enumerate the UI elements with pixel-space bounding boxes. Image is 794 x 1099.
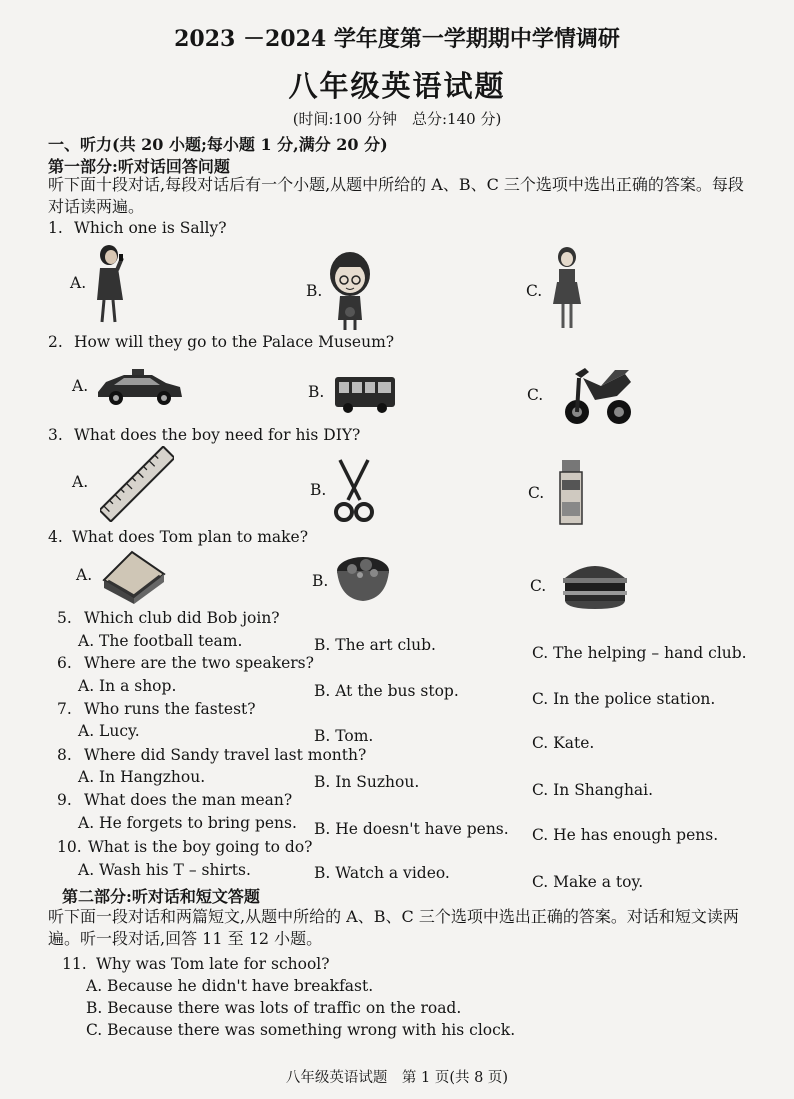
motorbike-icon bbox=[555, 360, 637, 428]
option-b: B. Because there was lots of traffic on the road. bbox=[86, 999, 462, 1017]
option-label: B. bbox=[310, 481, 327, 499]
girl-phone-icon bbox=[92, 242, 130, 326]
question-number: 8. bbox=[57, 746, 72, 764]
option-c: C. Kate. bbox=[532, 734, 595, 752]
option-a: A. Wash his T – shirts. bbox=[78, 861, 251, 879]
question-number: 2. bbox=[48, 333, 63, 351]
girl-standing-icon bbox=[550, 246, 584, 332]
question-text: Which one is Sally? bbox=[74, 219, 227, 237]
hamburger-icon bbox=[559, 560, 631, 610]
option-label: C. bbox=[526, 282, 543, 300]
option-c: C. Make a toy. bbox=[532, 873, 644, 891]
question-number: 9. bbox=[57, 791, 72, 809]
part2-instructions: 听下面一段对话和两篇短文,从题中所给的 A、B、C 三个选项中选出正确的答案。对话和短文读两遍。听一段对话,回答 11 至 12 小题。 bbox=[48, 907, 739, 948]
option-label: B. bbox=[308, 383, 325, 401]
question-text: Which club did Bob join? bbox=[84, 609, 280, 627]
page-footer: 八年级英语试题 第 1 页(共 8 页) bbox=[285, 1070, 509, 1086]
question-text: What does the boy need for his DIY? bbox=[74, 426, 361, 444]
question-text: Why was Tom late for school? bbox=[96, 955, 330, 973]
option-label: A. bbox=[72, 473, 89, 491]
part2-title: 第二部分:听对话和短文答题 bbox=[62, 887, 260, 906]
part1-instructions: 听下面十段对话,每段对话后有一个小题,从题中所给的 A、B、C 三个选项中选出正确的答案。每段对话读两遍。 bbox=[48, 175, 744, 216]
exam-header: 2023 －2024 学年度第一学期期中学情调研 bbox=[174, 26, 620, 52]
option-label: C. bbox=[530, 577, 547, 595]
option-b: B. The art club. bbox=[314, 636, 436, 654]
question-number: 11. bbox=[62, 955, 87, 973]
salad-bowl-icon bbox=[334, 551, 392, 605]
taxi-icon bbox=[94, 366, 184, 408]
question-number: 4. bbox=[48, 528, 63, 546]
option-label: A. bbox=[76, 566, 93, 584]
option-c: C. The helping – hand club. bbox=[532, 644, 747, 662]
option-b: B. Watch a video. bbox=[314, 864, 450, 882]
option-a: A. Because he didn't have breakfast. bbox=[86, 977, 374, 995]
option-label: A. bbox=[72, 377, 89, 395]
option-c: C. In Shanghai. bbox=[532, 781, 654, 799]
question-text: What does the man mean? bbox=[84, 791, 293, 809]
glue-stick-icon bbox=[558, 458, 584, 526]
question-number: 10. bbox=[57, 838, 82, 856]
option-a: A. The football team. bbox=[78, 632, 243, 650]
section-title: 一、听力(共 20 小题;每小题 1 分,满分 20 分) bbox=[48, 135, 388, 154]
question-text: Where are the two speakers? bbox=[84, 654, 314, 672]
option-b: B. Tom. bbox=[314, 727, 374, 745]
question-text: What does Tom plan to make? bbox=[72, 528, 309, 546]
part1-title: 第一部分:听对话回答问题 bbox=[48, 157, 230, 176]
question-text: Where did Sandy travel last month? bbox=[84, 746, 367, 764]
question-text: What is the boy going to do? bbox=[88, 838, 313, 856]
option-a: A. In a shop. bbox=[78, 677, 177, 695]
question-number: 1. bbox=[48, 219, 63, 237]
question-number: 6. bbox=[57, 654, 72, 672]
question-number: 3. bbox=[48, 426, 63, 444]
option-label: A. bbox=[70, 274, 87, 292]
option-b: B. He doesn't have pens. bbox=[314, 820, 509, 838]
sandwich-icon bbox=[98, 548, 170, 604]
question-number: 7. bbox=[57, 700, 72, 718]
option-c: C. He has enough pens. bbox=[532, 826, 719, 844]
option-b: B. At the bus stop. bbox=[314, 682, 459, 700]
option-a: A. In Hangzhou. bbox=[78, 768, 206, 786]
option-label: C. bbox=[527, 386, 544, 404]
question-number: 5. bbox=[57, 609, 72, 627]
paper-title: 八年级英语试题 bbox=[288, 69, 506, 103]
option-b: B. In Suzhou. bbox=[314, 773, 420, 791]
ruler-icon bbox=[100, 446, 174, 522]
option-label: C. bbox=[528, 484, 545, 502]
option-a: A. Lucy. bbox=[78, 722, 140, 740]
option-c: C. In the police station. bbox=[532, 690, 716, 708]
option-c: C. Because there was something wrong with his clock. bbox=[86, 1021, 516, 1039]
option-label: B. bbox=[312, 572, 329, 590]
bus-icon bbox=[332, 372, 398, 414]
time-info: (时间:100 分钟 总分:140 分) bbox=[292, 110, 502, 128]
option-a: A. He forgets to bring pens. bbox=[78, 814, 297, 832]
option-label: B. bbox=[306, 282, 323, 300]
question-text: Who runs the fastest? bbox=[84, 700, 256, 718]
scissors-icon bbox=[330, 456, 378, 524]
question-text: How will they go to the Palace Museum? bbox=[74, 333, 395, 351]
cartoon-girl-icon bbox=[328, 250, 372, 332]
